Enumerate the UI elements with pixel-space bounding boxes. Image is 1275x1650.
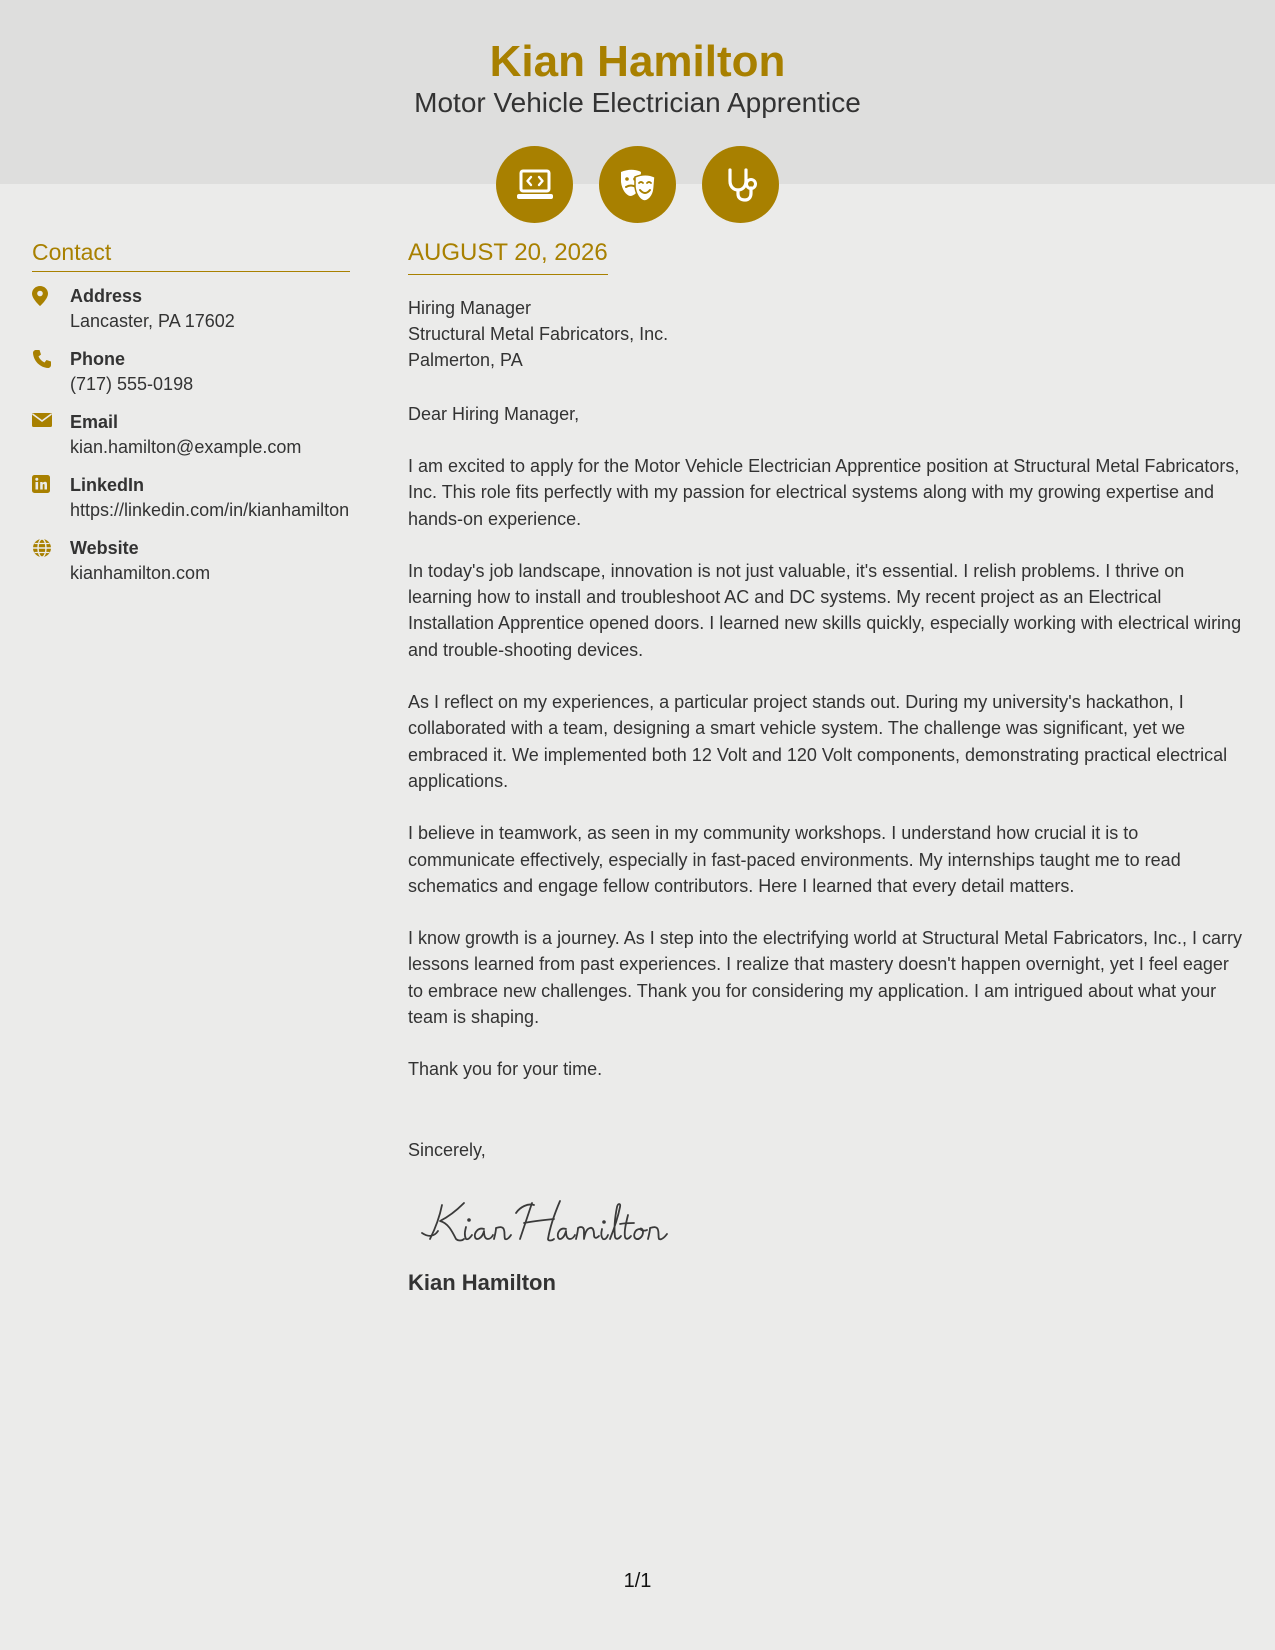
map-pin-icon	[32, 284, 70, 334]
contact-heading: Contact	[32, 238, 350, 272]
paragraph: In today's job landscape, innovation is not just valuable, it's essential. I relish problems. I thrive on learning how to install and troubleshoot AC and DC systems. My recent project as an Electrical Installation Apprentice opened doors. I learned new skills quickly, especially working with electrical wiring and trouble-shooting devices.	[408, 560, 1242, 660]
recipient-line: Palmerton, PA	[408, 350, 523, 370]
globe-icon	[32, 536, 70, 586]
signer-name: Kian Hamilton	[408, 1269, 556, 1295]
letter-date: AUGUST 20, 2026	[408, 238, 608, 275]
email-value: kian.hamilton@example.com	[70, 437, 302, 457]
phone-value: (717) 555-0198	[70, 374, 194, 394]
laptop-code-icon	[496, 146, 573, 223]
salutation: Dear Hiring Manager,	[408, 404, 580, 424]
website-value: kianhamilton.com	[70, 563, 211, 583]
paragraph: Thank you for your time.	[408, 1059, 603, 1080]
address-label: Address	[70, 286, 143, 306]
paragraph: As I reflect on my experiences, a particular project stands out. During my university's hackathon, I collaborated with a team, designing a smart vehicle system. The challenge was significant, yet we embraced it. We implemented both 12 Volt and 120 Volt components, demonstrating practical electrical applications.	[408, 692, 1228, 791]
job-title: Motor Vehicle Electrician Apprentice	[414, 87, 861, 118]
theater-masks-icon	[599, 146, 676, 223]
address-value: Lancaster, PA 17602	[70, 311, 235, 331]
linkedin-icon	[32, 473, 70, 523]
closing: Sincerely,	[408, 1139, 486, 1160]
email-label: Email	[70, 412, 119, 432]
paragraph: I am excited to apply for the Motor Vehicle Electrician Apprentice position at Structural Metal Fabricators, Inc. This role fits perfectly with my passion for electrical systems along with my growing expertise and hands-on experience.	[408, 456, 1240, 529]
contact-website	[32, 536, 350, 586]
signature-image	[420, 1193, 1248, 1249]
recipient-line: Structural Metal Fabricators, Inc.	[408, 324, 669, 344]
contact-list	[32, 284, 350, 586]
contact-address	[32, 284, 350, 334]
paragraph: I know growth is a journey. As I step into the electrifying world at Structural Metal Fabricators, Inc., I carry lessons learned from past experiences. I realize that mastery doesn't happen overnight, yet I feel eager to embrace new challenges. Thank you for considering my application. I am intrigued about what your team is shaping.	[408, 928, 1243, 1028]
candidate-name: Kian Hamilton	[489, 37, 786, 86]
recipient-block	[408, 295, 1248, 373]
contact-phone	[32, 347, 350, 397]
contact-sidebar	[32, 238, 350, 599]
contact-email	[32, 410, 350, 460]
phone-icon	[32, 347, 70, 397]
envelope-icon	[32, 410, 70, 460]
linkedin-label: LinkedIn	[70, 475, 145, 495]
stethoscope-icon	[702, 146, 779, 223]
paragraph: I believe in teamwork, as seen in my community workshops. I understand how crucial it is to communicate effectively, especially in fast-paced environments. My internships taught me to read schematics and engage fellow contributors. Here I learned that every detail matters.	[408, 823, 1181, 896]
hobby-icons	[0, 146, 1275, 223]
letter-body	[408, 238, 1248, 1297]
website-label: Website	[70, 538, 139, 558]
phone-label: Phone	[70, 349, 126, 369]
linkedin-value: https://linkedin.com/in/kianhamilton	[70, 500, 350, 520]
page-number: 1/1	[623, 1570, 652, 1592]
recipient-line: Hiring Manager	[408, 298, 532, 318]
contact-linkedin	[32, 473, 350, 523]
